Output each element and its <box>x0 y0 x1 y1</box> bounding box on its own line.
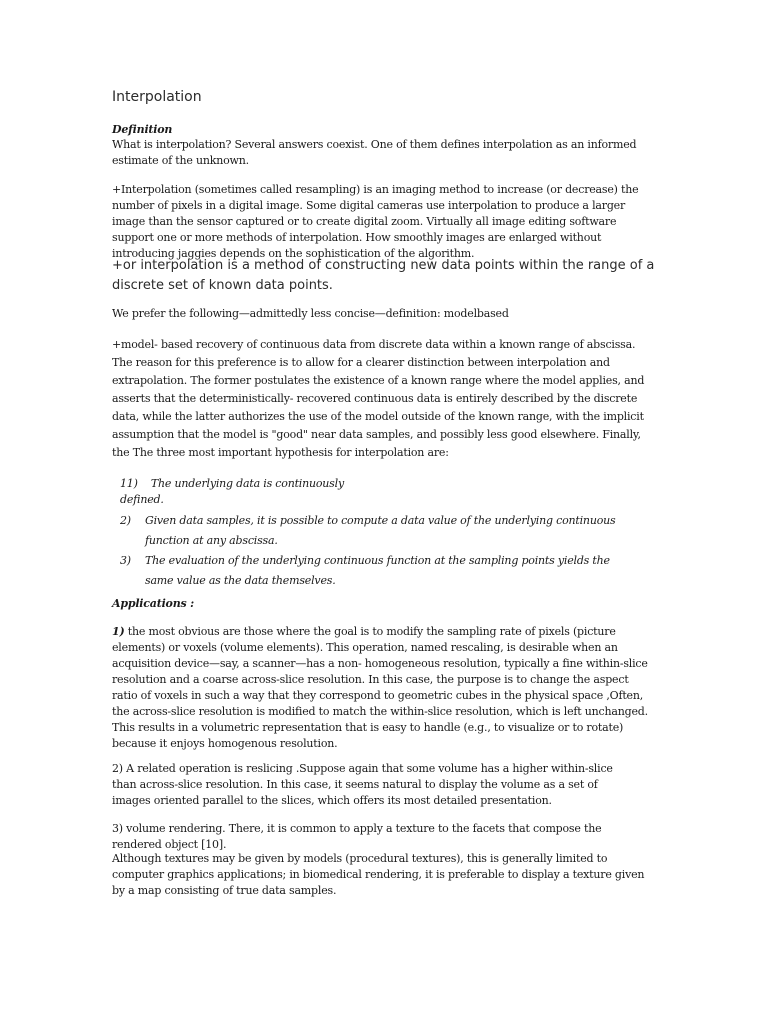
application-paragraph-3b: Although textures may be given by models (procedural textures), this is generally limited to computer graphics applications; in biomedical rendering, it is preferable to display a texture given by a map consisting of true data samples. <box>112 852 645 897</box>
application-text: the most obvious are those where the goal is to modify the sampling rate of pixels (picture elements) or voxels (volume elements). This operation, named rescaling, is desirable when an acquisition device—say, a scanner—has a non- homogeneous resolution, typically a fine within-slice resolution and a coarse across-slice resolution. In this case, the purpose is to change the aspect ratio of voxels in such a way that they correspond to geometric cubes in the physical space ,Often, the across-slice resolution is modified to match the within-slice resolution, which is left unchanged. This results in a volumetric representation that is easy to handle (e.g., to visualize or to rotate) because it enjoys homogenous resolution. <box>112 625 648 750</box>
application-paragraph-3: 3) volume rendering. There, it is common to apply a texture to the facets that compose the rendered object [10]. <box>112 822 602 851</box>
hypothesis-number: 2) <box>120 514 131 527</box>
application-paragraph-1 <box>112 624 657 752</box>
hypothesis-text: The evaluation of the underlying continuous function at the sampling points yields the same value as the data themselves. <box>145 554 610 587</box>
hypothesis-number: 3) <box>120 554 131 567</box>
hypothesis-text: Given data samples, it is possible to compute a data value of the underlying continuous function at any abscissa. <box>145 514 616 547</box>
hypothesis-item-1 <box>120 476 370 508</box>
definition-paragraph-3: +or interpolation is a method of constructing new data points within the range of a discrete set of known data points. <box>112 258 655 293</box>
definition-heading: Definition <box>112 123 173 136</box>
hypothesis-text: The underlying data is continuously defined. <box>120 477 344 506</box>
definition-paragraph-5: +model- based recovery of continuous data from discrete data within a known range of abscissa. The reason for this preference is to allow for a clearer distinction between interpolation and extrapolation. The former postulates the existence of a known range where the model applies, and asserts that the deterministically- recovered continuous data is entirely described by the discrete data, while the latter authorizes the use of the model outside of the known range, with the implicit assumption that the model is "good" near data samples, and possibly less good elsewhere. Finally, the The three most important hypothesis for interpolation are: <box>112 338 645 459</box>
application-paragraph-2: 2) A related operation is reslicing .Suppose again that some volume has a higher within-slice than across-slice resolution. In this case, it seems natural to display the volume as a set of images oriented parallel to the slices, which offers its most detailed presentation. <box>112 762 613 807</box>
hypothesis-item-3 <box>120 551 640 591</box>
definition-paragraph-1: What is interpolation? Several answers coexist. One of them defines interpolation as an informed estimate of the unknown. <box>112 138 637 167</box>
application-number: 1) <box>112 625 125 638</box>
hypothesis-number: 11) <box>120 477 138 490</box>
definition-paragraph-2: +Interpolation (sometimes called resampling) is an imaging method to increase (or decrease) the number of pixels in a digital image. Some digital cameras use interpolation to produce a larger image than the sensor captured or to create digital zoom. Virtually all image editing software support one or more methods of interpolation. How smoothly images are enlarged without introducing jaggies depends on the sophistication of the algorithm. <box>112 183 639 260</box>
definition-paragraph-4: We prefer the following—admittedly less concise—definition: modelbased <box>112 307 509 320</box>
hypothesis-item-2 <box>120 511 630 551</box>
applications-heading: Applications : <box>112 597 194 610</box>
page-title: Interpolation <box>112 89 202 105</box>
